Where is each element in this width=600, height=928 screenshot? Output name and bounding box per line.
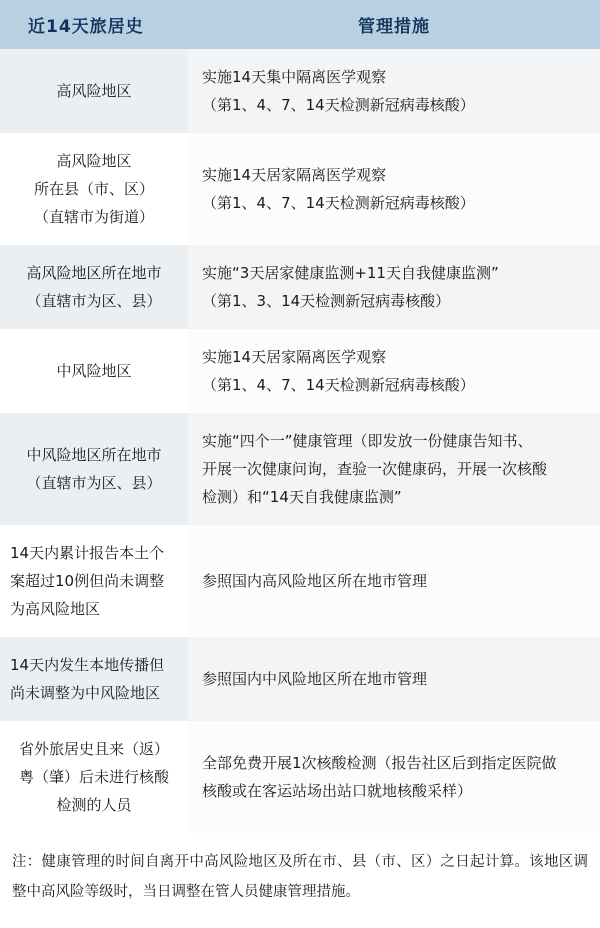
cell-management-measure: 参照国内中风险地区所在地市管理: [188, 637, 600, 721]
cell-management-measure: 实施“3天居家健康监测+11天自我健康监测” （第1、3、14天检测新冠病毒核酸）: [188, 245, 600, 329]
cell-management-measure: 实施“四个一”健康管理（即发放一份健康告知书、 开展一次健康问询，查验一次健康码，开展一次核酸 检测）和“14天自我健康监测”: [188, 413, 600, 525]
table-header-row: [0, 0, 600, 49]
cell-management-measure: 全部免费开展1次核酸检测（报告社区后到指定医院做 核酸或在客运站场出站口就地核酸采样）: [188, 721, 600, 833]
footnote-text: 注：健康管理的时间自离开中高风险地区及所在市、县（市、区）之日起计算。该地区调整中高风险等级时，当日调整在管人员健康管理措施。: [12, 854, 588, 900]
table-row: [0, 329, 600, 413]
table-body: [0, 49, 600, 833]
cell-management-measure: 参照国内高风险地区所在地市管理: [188, 525, 600, 637]
cell-travel-history: 高风险地区 所在县（市、区） （直辖市为街道）: [0, 133, 188, 245]
cell-travel-history: 高风险地区: [0, 49, 188, 133]
column-header-travel-history: 近14天旅居史: [0, 0, 188, 49]
table-row: [0, 525, 600, 637]
cell-travel-history: 14天内发生本地传播但 尚未调整为中风险地区: [0, 637, 188, 721]
table-row: [0, 637, 600, 721]
table-row: [0, 245, 600, 329]
cell-travel-history: 省外旅居史且来（返） 粤（肇）后未进行核酸 检测的人员: [0, 721, 188, 833]
cell-travel-history: 14天内累计报告本土个 案超过10例但尚未调整 为高风险地区: [0, 525, 188, 637]
table-header: [0, 0, 600, 49]
cell-management-measure: 实施14天集中隔离医学观察 （第1、4、7、14天检测新冠病毒核酸）: [188, 49, 600, 133]
cell-travel-history: 中风险地区所在地市 （直辖市为区、县）: [0, 413, 188, 525]
cell-travel-history: 中风险地区: [0, 329, 188, 413]
table-row: [0, 49, 600, 133]
column-header-management-measures: 管理措施: [188, 0, 600, 49]
cell-management-measure: 实施14天居家隔离医学观察 （第1、4、7、14天检测新冠病毒核酸）: [188, 329, 600, 413]
cell-management-measure: 实施14天居家隔离医学观察 （第1、4、7、14天检测新冠病毒核酸）: [188, 133, 600, 245]
cell-travel-history: 高风险地区所在地市 （直辖市为区、县）: [0, 245, 188, 329]
table-row: [0, 413, 600, 525]
table-row: [0, 133, 600, 245]
table-row: [0, 721, 600, 833]
